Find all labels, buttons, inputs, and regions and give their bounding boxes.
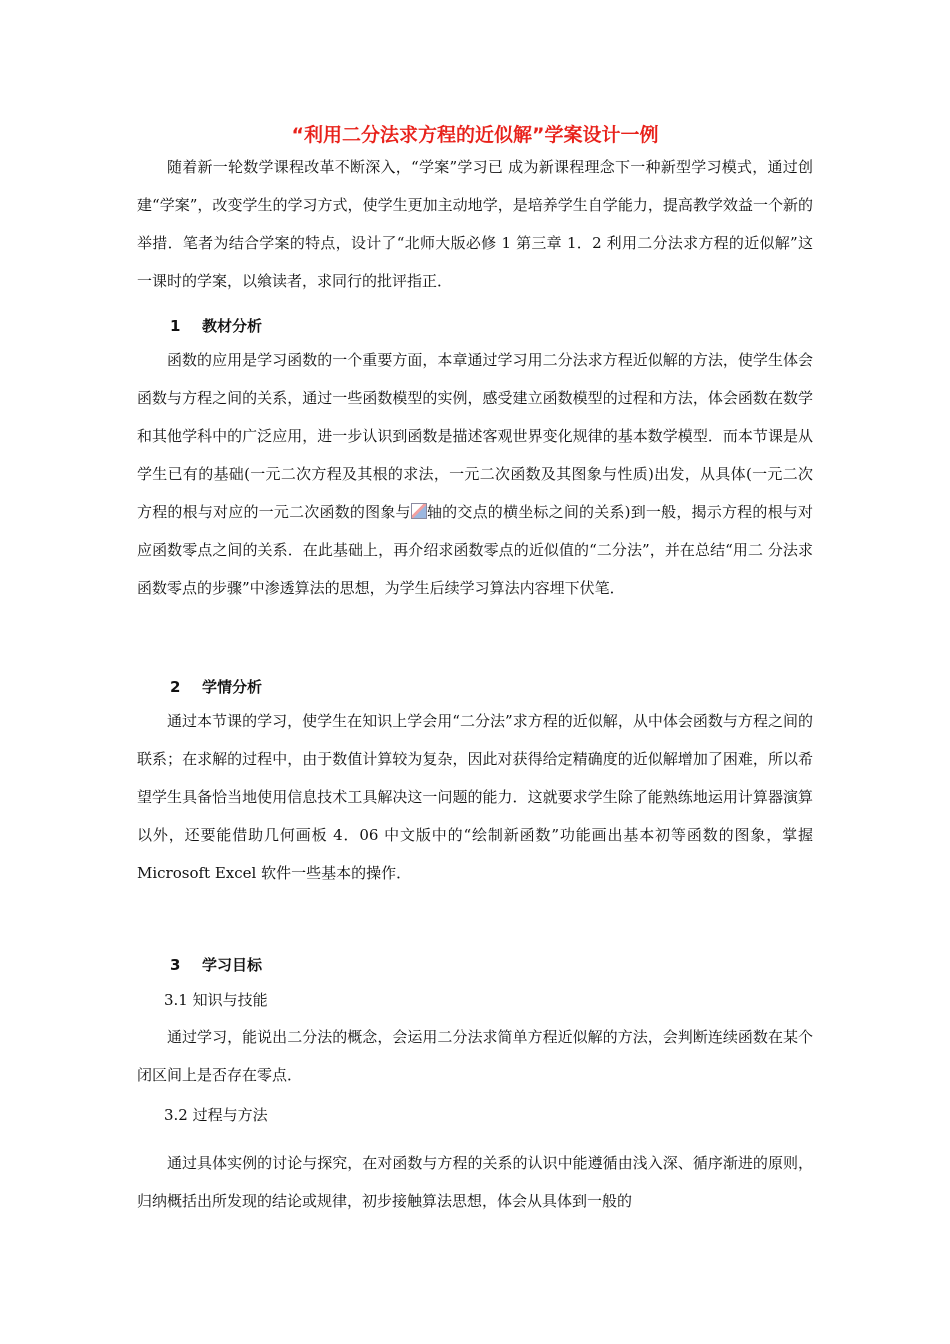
section-2-heading <box>170 673 262 701</box>
document-title: “利用二分法求方程的近似解”学案设计一例 <box>291 124 659 146</box>
section-1-number: 1 <box>170 317 181 335</box>
subsection-3-2-heading: 3.2 过程与方法 <box>164 1106 268 1124</box>
subsection-3-1-heading: 3.1 知识与技能 <box>164 991 268 1009</box>
section-3-title: 学习目标 <box>202 956 263 974</box>
section-1-paragraph <box>137 341 813 607</box>
section-1-heading <box>170 312 262 340</box>
section-1-text-a: 函数的应用是学习函数的一个重要方面，本章通过学习用二分法求方程近似解的方法，使学生体会函数与方程之间的关系，通过一些函数模型的实例，感受建立函数模型的过程和方法，体会函数在数学和其他学科中的广泛应用，进一步认识到函数是描述客观世界变化规律的基本数学模型．而本节课是从学生已有的基础(一元二次方程及其根的求法，一元二次函数及其图象与性质)出发，从具体(一元二次方程的根与对应的一元二次函数的图象与 <box>137 351 813 521</box>
section-3-heading <box>170 951 262 979</box>
section-1-text-b: 轴的交点的横坐标之间的关系)到一般，揭示方程的根与对应函数零点之间的关系．在此基础上，再介绍求函数零点的近似值的“二分法”，并在总结“用二 分法求函数零点的步骤”中渗透算法的思想，为学生后续学习算法内容埋下伏笔． <box>137 503 813 597</box>
section-1-title: 教材分析 <box>202 317 263 335</box>
section-2-paragraph: 通过本节课的学习，使学生在知识上学会用“二分法”求方程的近似解，从中体会函数与方程之间的联系；在求解的过程中，由于数值计算较为复杂，因此对获得给定精确度的近似解增加了困难，所以希望学生具备恰当地使用信息技术工具解决这一问题的能力．这就要求学生除了能熟练地运用计算器演算以外，还要能借助几何画板 4．06 中文版中的“绘制新函数”功能画出基本初等函数的图象，掌握 Microsoft Excel 软件一些基本的操作． <box>137 712 813 882</box>
subsection-3-2-paragraph: 通过具体实例的讨论与探究，在对函数与方程的关系的认识中能遵循由浅入深、循序渐进的原则，归纳概括出所发现的结论或规律，初步接触算法思想，体会从具体到一般的 <box>137 1154 813 1210</box>
section-3-number: 3 <box>170 956 181 974</box>
intro-paragraph: 随着新一轮数学课程改革不断深入，“学案”学习已 成为新课程理念下一种新型学习模式，通过创建“学案”，改变学生的学习方式，使学生更加主动地学，是培养学生自学能力，提高教学效益一个新的举措．笔者为结合学案的特点，设计了“北师大版必修 1 第三章 1．2 利用二分法求方程的近似解”这一课时的学案，以飨读者，求同行的批评指正． <box>137 158 813 290</box>
subsection-3-1-paragraph: 通过学习，能说出二分法的概念，会运用二分法求简单方程近似解的方法，会判断连续函数在某个闭区间上是否存在零点． <box>137 1028 813 1084</box>
section-2-number: 2 <box>170 678 181 696</box>
equation-image-icon <box>411 503 427 519</box>
section-2-title: 学情分析 <box>202 678 263 696</box>
